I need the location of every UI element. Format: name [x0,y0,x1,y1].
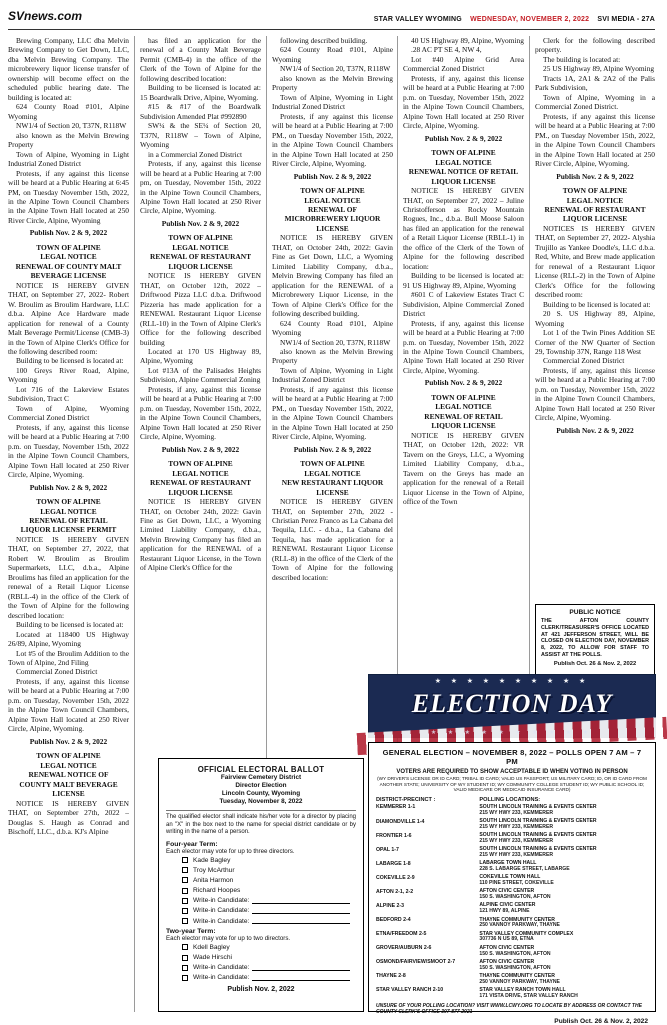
ballot-checkbox [182,908,188,914]
candidate-row [166,954,356,961]
notice-paragraph: 624 County Road #101, Alpine Wyoming [8,102,129,121]
dateline [368,16,655,23]
polling-location [479,861,648,873]
notice-paragraph: Protests, if any against this license will be heard at a Public Hearing at 7:00 PM., on Tuesday November 15th, 2022, in the Alpine Town Council Chambers in the Alpine Town Hall located at 250 River Circle, Alpine, Wyoming. [535,111,655,169]
notice-paragraph: NW1/4 of Section 20, T37N, R118W [280,64,391,74]
notice-paragraph: has filed an application for the renewal of a County Malt Beverage Permit (CMB-4) in the office of the Clerk of the Town of Alpine for the following described location: [140,36,261,83]
notice-paragraph: NOTICE IS HEREBY GIVEN THAT, on October 12th, 2022 –Driftwood Pizza LLC d.b.a. Driftwood Pizzeria has made application for a RENEWAL Restaurant Liquor License (RLL-10) in the Town of Alpine Clerk's Office for the following described building [140,271,261,347]
notice-paragraph: Commercial Zoned District [543,356,625,366]
polling-location [479,960,648,972]
general-election-publish: Publish Oct. 26 & Nov. 2, 2022 [554,1018,648,1025]
ballot-checkbox [182,888,188,894]
candidate-row [166,877,356,884]
writein-row [166,897,356,904]
notice-paragraph: Town of Alpine, Wyoming in Light Industrial Zoned District [272,92,393,112]
ballot-checkbox [182,867,188,873]
polling-address: 150 S. WASHINGTON, AFTON [479,894,551,901]
notice-paragraph: Lot 716 of the Lakeview Estates Subdivision, Tract C [8,384,129,404]
notice-paragraph: Town of Alpine, Wyoming in Light Industrial Zoned District [8,149,129,169]
writein-row [166,918,356,925]
polling-row [376,833,648,845]
polling-row [376,903,648,915]
legal-notice [8,751,129,836]
publish-line: Publish Nov. 2 & 9, 2022 [161,218,240,228]
ballot-checkbox [182,944,188,950]
two-year-term-label: Two-year Term: [166,927,216,935]
district-precinct: OSMOND/FAIRVIEW/SMOOT 2-7 [376,959,456,966]
candidate-row [166,857,356,864]
district-precinct: THAYNE 2-8 [376,973,406,980]
public-notice-title: PUBLIC NOTICE [569,609,621,616]
writein-blank-line [252,898,350,904]
notice-paragraph: Protests, if any, against this license will be heard at a Public Hearing at 7:00 p.m. on Tuesday, November 15th, 2022, in the Alpine Town Council Chambers, Alpine Town Hall located at 250 River Circle, Alpine, Wyoming. [140,384,261,442]
ballot-date: Tuesday, November 8, 2022 [219,798,303,805]
notice-heading-line: LEGAL NOTICE [40,506,97,516]
polling-row [376,889,648,901]
notice-heading-line: LEGAL NOTICE [435,402,492,412]
writein-row [166,964,356,971]
ballot-election-type: Director Election [235,782,287,789]
notice-paragraph: following described building. [280,36,368,45]
four-year-term-label: Four-year Term: [166,840,218,848]
candidate-name: Kade Bagley [193,856,231,864]
writein-blank-line [252,975,350,981]
notice-paragraph: SW¼ & the SE¼ of Section 20, T37N, R118W – Town of Alpine, Wyoming [140,121,261,150]
legal-notice [535,186,655,435]
writein-blank-line [252,965,350,971]
notice-heading-line: LEGAL NOTICE [566,195,624,205]
publish-line: Publish Nov. 2 & 9, 2022 [424,378,503,388]
district-column-header: DISTRICT-PRECINCT : [376,796,436,803]
site-name: SVnews.com [8,9,83,23]
notice-heading-line: COUNTY MALT BEVERAGE [19,779,118,789]
notice-paragraph: 25 US Highway 89, Alpine Wyoming [543,64,655,74]
polling-address: 150 S. WASHINGTON, AFTON [479,964,551,971]
polling-location [479,988,648,1000]
notice-paragraph: Lot #13A of the Palisades Heights Subdivision, Alpine Commercial Zoning [140,365,261,385]
public-notice-publish: Publish Oct. 26 & Nov. 2, 2022 [553,660,637,667]
legal-notice [535,36,655,181]
candidate-name: Richard Hoopes [193,887,241,895]
candidate-row [166,867,356,874]
notice-heading-line: TOWN OF ALPINE [36,751,101,761]
polling-venue: LABARGE TOWN HALL [479,860,537,867]
notice-paragraph: The building is located at: [543,54,621,64]
notice-paragraph: Building to be licensed is located at: [543,299,651,309]
candidate-name: Wade Hirschi [193,954,232,961]
ballot-checkbox [182,918,188,924]
candidate-name: Troy McArthur [193,866,235,874]
legal-notice [403,36,524,143]
notice-paragraph: Lot 1 of the Twin Pines Addition SE Corner of the NW Quarter of Section 29, Township 37N, Range 118 West [535,328,655,356]
polling-row [376,805,648,817]
polling-row [376,861,648,873]
polling-location [479,932,648,944]
notice-paragraph: also known as the Melvin Brewing Property [8,130,129,150]
polling-venue: SOUTH LINCOLN TRAINING & EVENTS CENTER [479,803,597,810]
notice-heading-line: LICENSE [316,223,349,233]
ballot-divider [166,810,356,811]
notice-heading-line: LIQUOR LICENSE [431,176,496,186]
legal-notices-column-3 [272,36,393,754]
notice-paragraph: Protests, if any, against this license will be heard at a Public Hearing at 7:00 p.m. on Tuesday, November 15th, 2022 in the Alpine Town Council Chambers, Alpine Town Hall located at 250 River Circle, Alpine, Wyoming. [403,73,524,131]
polling-help-footer: UNSURE OF YOUR POLLING LOCATION? VISIT WWW.LCWY.ORG TO LOCATE BY ADDRESS OR CONTACT THE COUNTY CLERK'S OFFICE 307-877-2021 [376,1002,642,1015]
legal-notice [140,459,261,573]
notice-heading-line: RENEWAL OF RETAIL [29,515,108,525]
election-day-title: ELECTION DAY [411,689,613,718]
notice-paragraph: 624 County Road #101, Alpine Wyoming [272,45,393,64]
polling-venue: COKEVILLE TOWN HALL [479,874,541,881]
masthead-rule [8,29,655,30]
ballot-checkbox [182,975,188,981]
notice-heading-line: RENEWAL OF RESTAURANT [149,478,252,488]
notice-paragraph: NOTICE IS HEREBY GIVEN THAT, on October 24th, 2022: Gavin Fine as Get Down, LLC, a Wyoming Limited Liability Company, d.b.a., Melvin Brewing Company has filed an application for the RENEWAL of a Restaurant Liquor License, in the Town of Alpine Clerk's Office for the [140,497,261,573]
public-notice-body: THE AFTON COUNTY CLERK/TREASURER'S OFFICE LOCATED AT 421 JEFFERSON STREET, WILL BE CLOSED ON ELECTION DAY, NOVEMBER 8, 2022, TO ALLOW FOR STAFF TO ASSIST AT THE POLLS. [541,618,649,658]
general-election-title: GENERAL ELECTION – NOVEMBER 8, 2022 – POLLS OPEN 7 AM – 7 PM [382,748,642,766]
notice-paragraph: Building to be licensed is located at: [16,620,124,630]
notice-heading-line: LIQUOR LICENSE [431,421,496,431]
polling-location [479,847,648,859]
voter-id-requirement-body: (WY DRIVER'S LICENSE OR ID CARD; TRIBAL ID CARD; VALID US PASSPORT; US MILITARY CARD; ID, OR ID CARD FROM ANOTHER STATE; UNIVERSITY OF WY STUDENT ID; WY COMMUNITY COLLEGE STUDENT ID; WY PUBLIC SCHOOL ID; VALID MEDICARE OR MEDICAID INSURANCE CARD) [377,776,647,793]
polling-locations-table [376,805,648,1000]
official-ballot-box [158,758,364,1012]
polling-address: 307736 N US 89, ETNA [479,936,534,943]
notice-paragraph: Commercial Zoned District [16,667,98,677]
notice-paragraph: Building to be licensed is located at: [16,356,124,366]
notice-paragraph: NOTICE IS HEREBY GIVEN THAT, on October 24th, 2022: Gavin Fine as Get Down, LLC, a Wyoming Limited Liability Company, d.b.a., Melvin Brewing Company has filed an application for the RENEWAL of a Microbrewery Liquor License, in the Town of Alpine Clerk's Office for the following described building. [272,233,393,319]
notice-paragraph: in a Commercial Zoned District [148,149,242,159]
notice-heading-line: LEGAL NOTICE [435,157,492,167]
polling-location [479,833,648,845]
polling-address: 121 HWY 89, ALPINE [479,908,530,915]
writein-label: Write-in Candidate: [193,917,250,925]
legal-notice [272,36,393,181]
ballot-checkbox [182,898,188,904]
writein-label: Write-in Candidate: [193,907,250,915]
polling-address: 228 S. LABARGE STREET, LABARGE [479,866,570,873]
masthead [8,9,655,23]
voter-id-requirement-title: VOTERS ARE REQUIRED TO SHOW ACCEPTABLE ID WHEN VOTING IN PERSON [396,769,628,775]
polling-location [479,889,648,901]
notice-paragraph: Protests, if any against this license will be heard at a Public Hearing at 6:45 PM, on Tuesday November 15th, 2022, in the Alpine Town Council Chambers in the Alpine Town Hall located at 250 River Circle, Alpine, Wyoming [8,168,129,225]
notice-heading-line: TOWN OF ALPINE [36,497,101,507]
district-precinct: OPAL 1-7 [376,846,399,853]
notice-paragraph: NOTICE IS HEREBY GIVEN THAT, on September 27, 2022 – Juline Christofferson as Rocky Mountain Rogues, Inc., d.b.a. Bull Moose Saloon has filed an application for the renewal of a Retail Liquor License (RBLL-1) in the office of the Clerk of the Town of Alpine for the following described location: [403,186,524,271]
polling-row [376,932,648,944]
notice-paragraph: .28 AC PT SE 4, NW 4, [411,45,482,55]
location-column-header: POLLING LOCATIONS: [479,796,541,803]
candidate-name: Anita Harmon [193,876,234,884]
notice-paragraph: Town of Alpine, Wyoming in a Commercial Zoned District. [535,92,655,112]
polling-venue: STAR VALLEY RANCH TOWN HALL [479,986,566,993]
notice-heading-line: MICROBREWERY LIQUOR [284,214,381,224]
legal-notice [8,243,129,492]
notice-paragraph: Protests, if any, against this license will be heard at a Public Hearing at 7:00 p.m. on Tuesday, November 15th, 2022 in the Alpine Town Council Chambers, Alpine Town Hall located at 250 River Circle, Alpine, Wyoming. [403,318,524,375]
two-year-candidate-list [166,944,356,982]
ballot-publish: Publish Nov. 2, 2022 [227,986,295,994]
notice-paragraph: Town of Alpine, Wyoming Commercial Zoned District [8,403,129,423]
notice-paragraph: Lot #40 Alpine Grid Area Commercial Zoned District [403,54,524,74]
notice-heading-line: RENEWAL OF COUNTY MALT [15,261,122,271]
notice-paragraph: NOTICES IS HEREBY GIVEN THAT, on September 27, 2022- Alyshia Trujillo as Yankee Doodle's, LLC d.b.a. Red, White, and Brew made application for renewal of a Restaurant Liquor License (RLL-2) in the Town of Alpine Clerk's Office for the following described room: [535,223,655,300]
writein-row [166,907,356,914]
legal-notices-column-2 [140,36,261,754]
notice-heading-line: LEGAL NOTICE [172,242,229,252]
notice-paragraph: Clerk for the following described property. [535,36,655,55]
polling-row [376,918,648,930]
four-year-candidate-list [166,857,356,925]
notice-heading-line: LIQUOR LICENSE PERMIT [20,525,117,535]
four-year-term-note: Each elector may vote for up to three directors. [166,847,295,855]
publish-line: Publish Nov. 2 & 9, 2022 [556,425,634,435]
stars-decoration: ★ ★ ★ ★ ★ ★ ★ ★ ★ ★ [430,730,594,736]
polling-location [479,974,648,986]
notice-heading-line: LIQUOR LICENSE [562,214,628,224]
legal-notice [140,36,261,228]
notice-heading-line: RENEWAL OF RESTAURANT [149,252,252,262]
candidate-row [166,944,356,951]
legal-notices-column-5 [535,36,655,600]
polling-venue: AFTON CIVIC CENTER [479,958,535,965]
publish-line: Publish Nov. 2 & 9, 2022 [293,444,372,454]
district-precinct: COKEVILLE 2-9 [376,874,415,881]
polling-address: 215 WY HWY 233, KEMMERER [479,809,554,816]
polling-address: 215 WY HWY 233, KEMMERER [479,837,554,844]
notice-paragraph: 20 S. US Highway 89, Alpine, Wyoming [535,309,655,328]
notice-paragraph: Tracts 1A, 2A1 & 2A2 of the Palis Park Subdivision, [535,73,655,93]
notice-heading-line: LEGAL NOTICE [40,760,97,770]
polling-venue: ALPINE CIVIC CENTER [479,902,536,909]
notice-heading-line: TOWN OF ALPINE [431,392,496,402]
district-precinct: STAR VALLEY RANCH 2-10 [376,987,444,994]
notice-paragraph: 40 US Highway 89, Alpine, Wyoming [411,36,524,45]
polling-location [479,918,648,930]
notice-paragraph: Protests, if any, against this license will be heard at a Public Hearing at 7:00 pm, on Tuesday, November 15th, 2022 in the Alpine Town Council Chambers, Alpine Town Hall located at 250 River Circle, Alpine, Wyoming. [140,159,261,216]
ballot-instructions: The qualified elector shall indicate his/her vote for a director by placing an "X" in the box next to the name for special district candidate or by writing in the name of a person. [166,814,356,835]
notice-paragraph: Protests, if any against this license will be heard at a Public Hearing at 7:00 PM., on Tuesday November 15th, 2022, in the Alpine Town Council Chambers in the Alpine Town Hall located at 250 River Circle, Alpine, Wyoming. [272,384,393,442]
legal-notice [8,36,129,238]
polling-address: 250 VANNOY PARKWAY, THAYNE [479,978,560,985]
ballot-checkbox [182,857,188,863]
polling-address: 110 PINE STREET, COKEVILLE [479,880,554,887]
notice-heading-line: LICENSE [316,487,349,497]
notice-paragraph: Building to be licensed is located at: 15 Boardwalk Drive, Alpine, Wyoming. [140,83,261,102]
polling-address: 250 VANNOY PARKWAY, THAYNE [479,922,560,929]
polling-row [376,875,648,887]
notice-paragraph: Lot #5 of the Broulim Addition to the Town of Alpine, 2nd Filing [8,648,129,667]
notice-paragraph: Brewing Company, LLC dba Melvin Brewing Company to Get Down, LLC, dba Melvin Brewing Company. The microbrewery liquor license transfer of ownership will become effect on the scheduled public hearing date. The building is located at: [8,36,129,102]
polling-table-header [376,797,648,803]
notice-paragraph: Located at 170 US Highway 89, Alpine, Wyoming [140,347,261,366]
notice-paragraph: 624 County Road #101, Alpine Wyoming [272,318,393,338]
polling-venue: SOUTH LINCOLN TRAINING & EVENTS CENTER [479,832,597,839]
notice-paragraph: NOTICE IS HEREBY GIVEN THAT, on October 12th, 2022: VR Tavern on the Greys, LLC, a Wyoming Limited Liability Company, d.b.a., Tavern on the Greys has made an application for the renewal of a Retail Liquor License in the Town of Alpine, office of the Town [403,430,524,507]
notice-heading-line: RENEWAL OF [307,204,358,214]
notice-heading-line: TOWN OF ALPINE [168,233,233,243]
stars-decoration: ★ ★ ★ ★ ★ ★ ★ ★ ★ ★ [434,677,590,685]
polling-venue: THAYNE COMMUNITY CENTER [479,972,555,979]
legal-notice [272,459,393,582]
polling-venue: AFTON CIVIC CENTER [479,944,535,951]
notice-paragraph: Protests, if any, against this license will be heard at a Public Hearing at 7:00 p.m. on Tuesday, November 15th, 2022 in the Alpine Town Council Chambers, Alpine Town Hall located at 250 River Circle, Alpine, Wyoming. [8,422,129,480]
notice-heading-line: BEVERAGE LICENSE [30,271,107,281]
notice-heading-line: RENEWAL OF RESTAURANT [544,204,646,214]
dateline-location: STAR VALLEY WYOMING [373,16,462,23]
publish-line: Publish Nov. 2 & 9, 2022 [293,171,372,181]
polling-location [479,875,648,887]
district-precinct: FRONTIER 1-6 [376,832,412,839]
notice-heading-line: NEW RESTAURANT LIQUOR [281,478,384,488]
district-precinct: ALPINE 2-3 [376,902,404,909]
polling-row [376,847,648,859]
polling-row [376,946,648,958]
notice-heading-line: LIQUOR LICENSE [168,487,233,497]
notice-paragraph: #15 & #17 of the Boardwalk Subdivision Amended Plat #992890 [140,102,261,121]
polling-location [479,819,648,831]
notice-heading-line: TOWN OF ALPINE [300,186,365,196]
publish-line: Publish Nov. 2 & 9, 2022 [424,133,503,143]
polling-row [376,960,648,972]
district-precinct: ETNA/FREEDOM 2-5 [376,931,427,938]
polling-address: 150 S. WASHINGTON, AFTON [479,950,551,957]
ballot-checkbox [182,877,188,883]
polling-venue: SOUTH LINCOLN TRAINING & EVENTS CENTER [479,846,597,853]
polling-location [479,946,648,958]
notice-paragraph: Protests, if any, against this license will be heard at a Public Hearing at 7:00 p.m. on Tuesday, November 15th, 2022 in the Alpine Town Council Chambers, Alpine Town Hall located at 250 River Circle, Alpine, Wyoming. [8,676,129,734]
district-precinct: GROVER/AUBURN 2-6 [376,945,432,952]
polling-row [376,988,648,1000]
polling-venue: AFTON CIVIC CENTER [479,888,535,895]
notice-heading-line: TOWN OF ALPINE [431,148,496,158]
writein-blank-line [252,918,350,924]
polling-venue: SOUTH LINCOLN TRAINING & EVENTS CENTER [479,818,597,824]
notice-paragraph: NOTICE IS HEREBY GIVEN THAT, on September 27th, 2022 - Christian Perez Franco as La Cabana del Tequila, LLC. - d.b.a., La Cabana del Tequila, has made application for a RENEWAL Restaurant Liquor License (RLL-8) in the office of the Clerk of the Town of Alpine for the following described location: [272,497,393,582]
notice-paragraph: 100 Greys River Road, Alpine, Wyoming [8,365,129,385]
ballot-checkbox [182,965,188,971]
legal-notice [8,497,129,746]
district-precinct: DIAMONDVILLE 1-4 [376,818,425,825]
polling-row [376,819,648,831]
public-notice-box [535,604,655,680]
publish-line: Publish Nov. 2 & 9, 2022 [29,228,108,238]
notice-paragraph: Protests, if any, against this license will be heard at a Public Hearing at 7:00 p.m. on Tuesday, November 15th, 2022 in the Alpine Town Council Chambers, Alpine Town Hall located at 250 River Circle, Alpine, Wyoming. [535,365,655,423]
polling-venue: STAR VALLEY COMMUNITY COMPLEX [479,930,574,937]
polling-venue: THAYNE COMMUNITY CENTER [479,916,555,923]
polling-location [479,903,648,915]
notice-heading-line: RENEWAL OF RETAIL [424,411,503,421]
publish-line: Publish Nov. 2 & 9, 2022 [29,482,108,492]
notice-heading-line: LEGAL NOTICE [304,468,361,478]
notice-heading-line: TOWN OF ALPINE [562,186,628,196]
notice-heading-line: TOWN OF ALPINE [168,459,233,469]
writein-label: Write-in Candidate: [193,974,250,982]
legal-notices-column-1 [8,36,129,1012]
publish-line: Publish Nov. 2 & 9, 2022 [29,736,108,746]
writein-blank-line [252,908,350,914]
notice-paragraph: Building to be licensed is located at: 91 US Highway 89, Alpine, Wyoming [403,271,524,290]
notice-paragraph: Town of Alpine, Wyoming in Light Industrial Zoned District [272,365,393,385]
column-divider [134,36,135,1012]
publish-line: Publish Nov. 2 & 9, 2022 [556,171,634,181]
election-day-banner [368,674,656,738]
legal-notice [272,186,393,454]
district-precinct: AFTON 2-1, 2-2 [376,888,414,895]
notice-heading-line: RENEWAL NOTICE OF RETAIL [408,167,519,177]
notice-heading-line: RENEWAL NOTICE OF [28,770,109,780]
legal-notice [140,233,261,454]
ballot-district: Fairview Cemetery District [220,774,302,781]
notice-heading-line: LIQUOR LICENSE [168,261,233,271]
ballot-checkbox [182,955,188,961]
notice-heading-line: LICENSE [52,789,85,799]
notice-paragraph: #601 C of Lakeview Estates Tract C Subdivision, Alpine Commercial Zoned District [403,290,524,319]
notice-paragraph: also known as the Melvin Brewing Property [272,73,393,93]
notice-heading-line: TOWN OF ALPINE [300,459,365,469]
district-precinct: BEDFORD 2-4 [376,917,411,924]
writein-label: Write-in Candidate: [193,897,250,905]
notice-paragraph: NW1/4 of Section 20, T37N, R118W [16,121,127,131]
candidate-row [166,887,356,894]
general-election-box [368,742,656,1025]
legal-notice [403,393,524,507]
notice-heading-line: LEGAL NOTICE [304,195,361,205]
notice-paragraph: Located at 118400 US Highway 26/89, Alpine, Wyoming [8,629,129,649]
polling-address: 215 WY HWY 233, KEMMERER [479,823,554,830]
notice-heading-line: LEGAL NOTICE [172,468,229,478]
notice-paragraph: Protests, if any against this license will be heard at a Public Hearing at 7:00 PM., on Tuesday November 15th, 2022, in the Alpine Town Council Chambers in the Alpine Town Hall located at 250 River Circle, Alpine, Wyoming. [272,111,393,169]
legal-notice [403,148,524,388]
candidate-name: Kdell Bagley [193,943,230,951]
district-precinct: KEMMERER 1-1 [376,804,416,811]
writein-row [166,974,356,981]
ballot-title: OFFICIAL ELECTORAL BALLOT [197,765,325,774]
publish-line: Publish Nov. 2 & 9, 2022 [161,444,240,454]
two-year-term-note: Each elector may vote for up to two directors. [166,934,291,942]
dateline-edition: SVI MEDIA - 27A [597,16,655,23]
ballot-county: Lincoln County, Wyoming [221,790,301,797]
notice-paragraph: NOTICE IS HEREBY GIVEN THAT, on September 27th, 2022 – Douglas S. Haugh as Conrad and Bischoff, LLC., d.b.a. KJ's Alpine [8,798,129,836]
writein-label: Write-in Candidate: [193,964,250,972]
notice-paragraph: NOTICE IS HEREBY GIVEN THAT, on September 27, 2022, that Robert W. Broulim as Broulim Supermarkets, LLC, d.b.a., Alpine Broulims has filed an application for the renewal of a Retail Liquor License (RBLL-4) in the office of the Clerk of the Town of Alpine for the following described location: [8,534,129,620]
polling-address: 215 WY HWY 233, KEMMERER [479,852,554,858]
notice-paragraph: NW1/4 of Section 20, T37N, R118W [280,337,391,347]
notice-paragraph: NOTICE IS HEREBY GIVEN THAT, on September 27, 2022- Robert W. Broulim as Broulim Hardware, LLC d.b.a. Alpine Ace Hardware made application for renewal of a County Malt Beverage Permit/License (CMB-3) in the Town of Alpine Clerk's Office for the following described room: [8,280,129,356]
notice-heading-line: TOWN OF ALPINE [36,242,101,252]
district-precinct: LABARGE 1-8 [376,860,411,867]
notice-heading-line: LEGAL NOTICE [40,252,97,262]
polling-location [479,805,648,817]
polling-address: 171 VISTA DRIVE, STAR VALLEY RANCH [479,992,578,999]
legal-notices-column-4 [403,36,524,670]
notice-paragraph: also known as the Melvin Brewing Property [272,347,393,366]
dateline-date: WEDNESDAY, NOVEMBER 2, 2022 [470,16,590,23]
polling-row [376,974,648,986]
